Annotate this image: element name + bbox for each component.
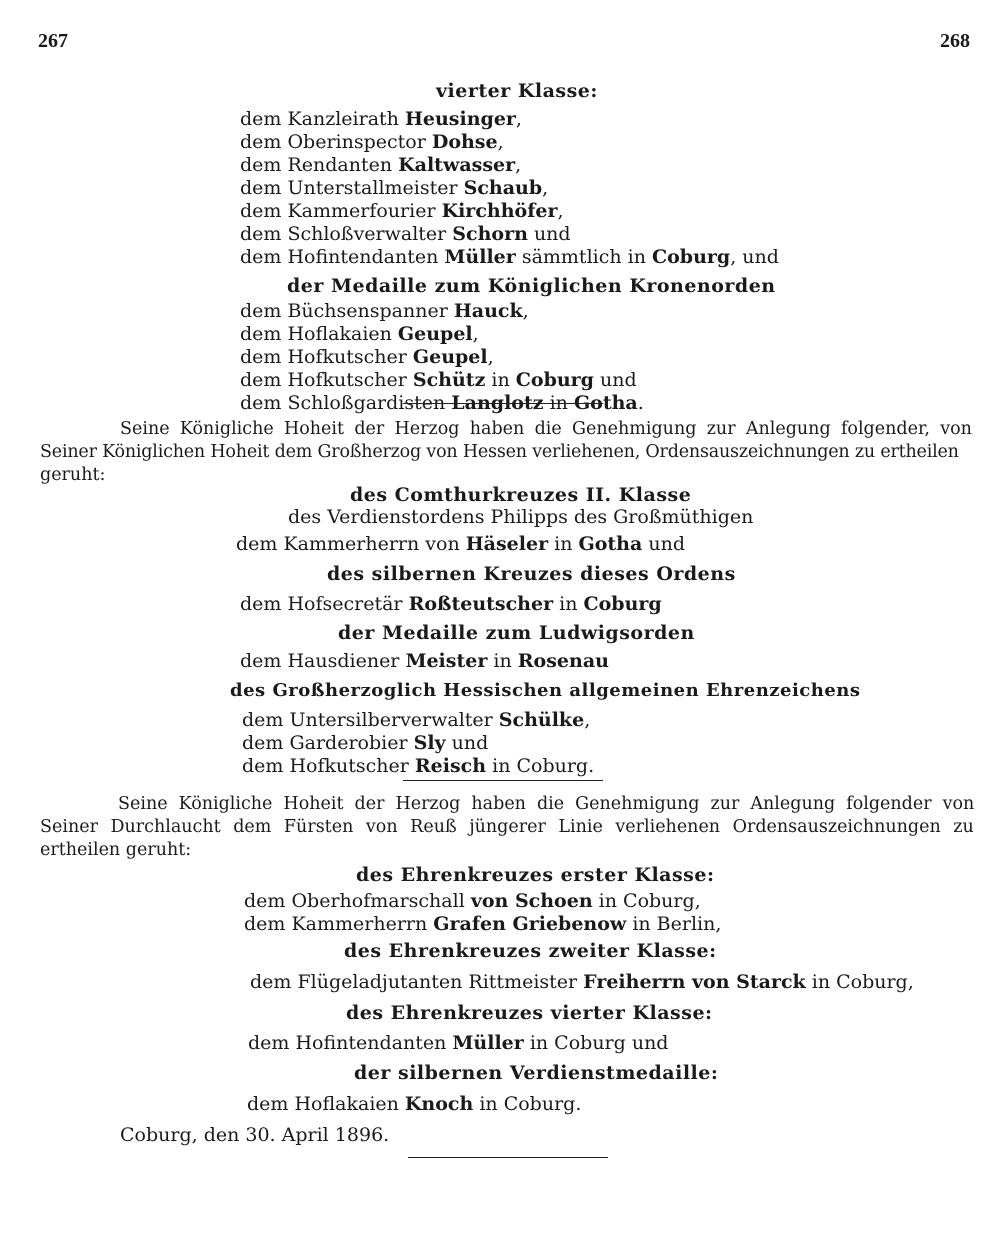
entry-text: dem Hofsecretär	[240, 593, 409, 615]
list-item	[240, 223, 571, 245]
entry-text: ,	[472, 323, 479, 345]
entry-text: dem Flügeladjutanten Rittmeister	[250, 971, 584, 993]
list-item	[240, 593, 662, 615]
entry-name: Freiherrn von Starck	[583, 971, 806, 993]
section-divider	[408, 1157, 608, 1158]
entry-text: dem Untersilberverwalter	[242, 709, 499, 731]
entry-text: dem Schloßgardisten	[240, 392, 452, 414]
entry-name: Dohse	[431, 131, 498, 153]
heading-medaille-ludwigsorden: der Medaille zum Ludwigsorden	[338, 622, 695, 644]
entry-name: Heusinger	[404, 108, 516, 130]
entry-text: dem Hofkutscher	[240, 369, 413, 391]
heading-verdienstmedaille: der silbernen Verdienstmedaille:	[354, 1062, 719, 1084]
heading-silbernes-kreuz: des silbernen Kreuzes dieses Ordens	[327, 563, 736, 585]
entry-text: dem Kammerherrn von	[236, 533, 466, 555]
entry-name: Roßteutscher	[408, 593, 554, 615]
list-item	[240, 323, 479, 345]
entry-place: Gotha	[573, 392, 638, 414]
page-number-right: 268	[940, 30, 970, 52]
list-item	[242, 709, 590, 731]
entry-text: und	[445, 732, 489, 754]
entry-place: Coburg	[583, 593, 662, 615]
entry-place: Coburg	[515, 369, 594, 391]
entry-name: Grafen Griebenow	[433, 913, 627, 935]
entry-text: dem Unterstallmeister	[240, 177, 464, 199]
list-item	[240, 177, 548, 199]
entry-text: dem Hofkutscher	[242, 755, 415, 777]
entry-text: in Coburg und	[523, 1032, 669, 1054]
entry-text: dem Hofintendanten	[248, 1032, 453, 1054]
intro-line: Seine Königliche Hoheit der Herzog haben die Genehmigung zur Anlegung folgender, von	[120, 419, 972, 439]
entry-text: und	[593, 369, 637, 391]
heading-ehrenkreuz-vierter: des Ehrenkreuzes vierter Klasse:	[346, 1002, 713, 1024]
entry-text: dem Oberinspector	[240, 131, 432, 153]
section-divider	[403, 403, 603, 404]
entry-text: in	[485, 369, 516, 391]
entry-name: Schaub	[463, 177, 543, 199]
list-item	[244, 890, 701, 912]
list-item	[242, 755, 594, 777]
list-item	[240, 200, 564, 222]
heading-comthurkreuz: des Comthurkreuzes II. Klasse	[350, 484, 692, 506]
list-item	[244, 913, 721, 935]
entry-text: , und	[730, 246, 779, 268]
entry-name: Schülke	[498, 709, 585, 731]
list-item	[240, 154, 521, 176]
closing-date-line: Coburg, den 30. April 1896.	[120, 1124, 390, 1146]
entry-name: Geupel	[397, 323, 473, 345]
entry-text: in Coburg.	[486, 755, 595, 777]
entry-text: ,	[542, 177, 549, 199]
page-number-left: 267	[38, 30, 68, 52]
entry-text: ,	[515, 108, 522, 130]
heading-ehrenkreuz-erster: des Ehrenkreuzes erster Klasse:	[356, 864, 715, 886]
entry-text: in Berlin,	[626, 913, 722, 935]
entry-text: ,	[522, 300, 529, 322]
entry-name: Sly	[413, 732, 446, 754]
list-item	[247, 1093, 581, 1115]
entry-text: in	[553, 593, 584, 615]
list-item	[250, 971, 914, 993]
entry-place: Rosenau	[517, 650, 609, 672]
entry-text: in Coburg,	[805, 971, 914, 993]
intro-line: ertheilen geruht:	[40, 840, 192, 860]
list-item	[240, 131, 504, 153]
entry-name: Schütz	[412, 369, 486, 391]
entry-name: Hauck	[453, 300, 523, 322]
entry-name: Müller	[444, 246, 516, 268]
entry-text: dem Kammerfourier	[240, 200, 442, 222]
entry-text: dem Hoflakaien	[247, 1093, 405, 1115]
list-item	[240, 650, 609, 672]
entry-name: Müller	[452, 1032, 524, 1054]
entry-text: ,	[487, 346, 494, 368]
intro-line: Seiner Königlichen Hoheit dem Großherzog von Hessen verliehenen, Ordensauszeichnungen zu ertheilen	[40, 442, 959, 462]
section-divider	[403, 780, 603, 781]
entry-name: Geupel	[412, 346, 488, 368]
intro-line: Seiner Durchlaucht dem Fürsten von Reuß jüngerer Linie verliehenen Ordensauszeichnungen zu	[40, 817, 974, 837]
entry-text: dem Kammerherrn	[244, 913, 434, 935]
list-item	[242, 732, 488, 754]
entry-text: dem Garderobier	[242, 732, 414, 754]
heading-sub-verdienstorden: des Verdienstordens Philipps des Großmüthigen	[288, 506, 754, 528]
intro-line: Seine Königliche Hoheit der Herzog haben die Genehmigung zur Anlegung folgender von	[118, 794, 975, 814]
entry-text: in Coburg,	[592, 890, 701, 912]
entry-text: ,	[584, 709, 591, 731]
entry-text: in	[543, 392, 574, 414]
entry-name: Häseler	[465, 533, 549, 555]
entry-text: in	[487, 650, 518, 672]
intro-line: geruht:	[40, 465, 106, 485]
list-item	[240, 369, 637, 391]
entry-text: und	[527, 223, 571, 245]
entry-name: Schorn	[452, 223, 528, 245]
list-item	[240, 108, 522, 130]
entry-name: Langlotz	[451, 392, 544, 414]
entry-name: von Schoen	[470, 890, 593, 912]
entry-name: Meister	[405, 650, 488, 672]
entry-text: in	[548, 533, 579, 555]
entry-place: Gotha	[578, 533, 643, 555]
entry-text: sämmtlich in	[515, 246, 652, 268]
entry-place: Coburg	[652, 246, 731, 268]
entry-name: Knoch	[404, 1093, 474, 1115]
entry-text: dem Oberhofmarschall	[244, 890, 471, 912]
entry-text: dem Hausdiener	[240, 650, 406, 672]
entry-text: dem Rendanten	[240, 154, 399, 176]
list-item	[240, 300, 529, 322]
entry-text: dem Büchsenspanner	[240, 300, 454, 322]
entry-text: dem Hoflakaien	[240, 323, 398, 345]
entry-text: und	[642, 533, 685, 555]
entry-text: dem Hofintendanten	[240, 246, 445, 268]
list-item	[240, 346, 494, 368]
entry-text: dem Kanzleirath	[240, 108, 405, 130]
entry-name: Kaltwasser	[398, 154, 516, 176]
list-item	[240, 246, 779, 268]
entry-text: ,	[557, 200, 564, 222]
entry-name: Kirchhöfer	[441, 200, 558, 222]
entry-text: .	[637, 392, 644, 414]
heading-medaille-kronenorden: der Medaille zum Königlichen Kronenorden	[287, 275, 776, 297]
entry-text: in Coburg.	[473, 1093, 582, 1115]
entry-text: dem Schloßverwalter	[240, 223, 453, 245]
heading-ehrenzeichen: des Großherzoglich Hessischen allgemeinen Ehrenzeichens	[230, 680, 861, 701]
entry-text: ,	[497, 131, 504, 153]
heading-ehrenkreuz-zweiter: des Ehrenkreuzes zweiter Klasse:	[344, 940, 717, 962]
heading-vierter-klasse: vierter Klasse:	[436, 80, 598, 102]
list-item	[248, 1032, 668, 1054]
entry-text: ,	[515, 154, 522, 176]
entry-name: Reisch	[414, 755, 487, 777]
entry-text: dem Hofkutscher	[240, 346, 413, 368]
list-item	[236, 533, 685, 555]
